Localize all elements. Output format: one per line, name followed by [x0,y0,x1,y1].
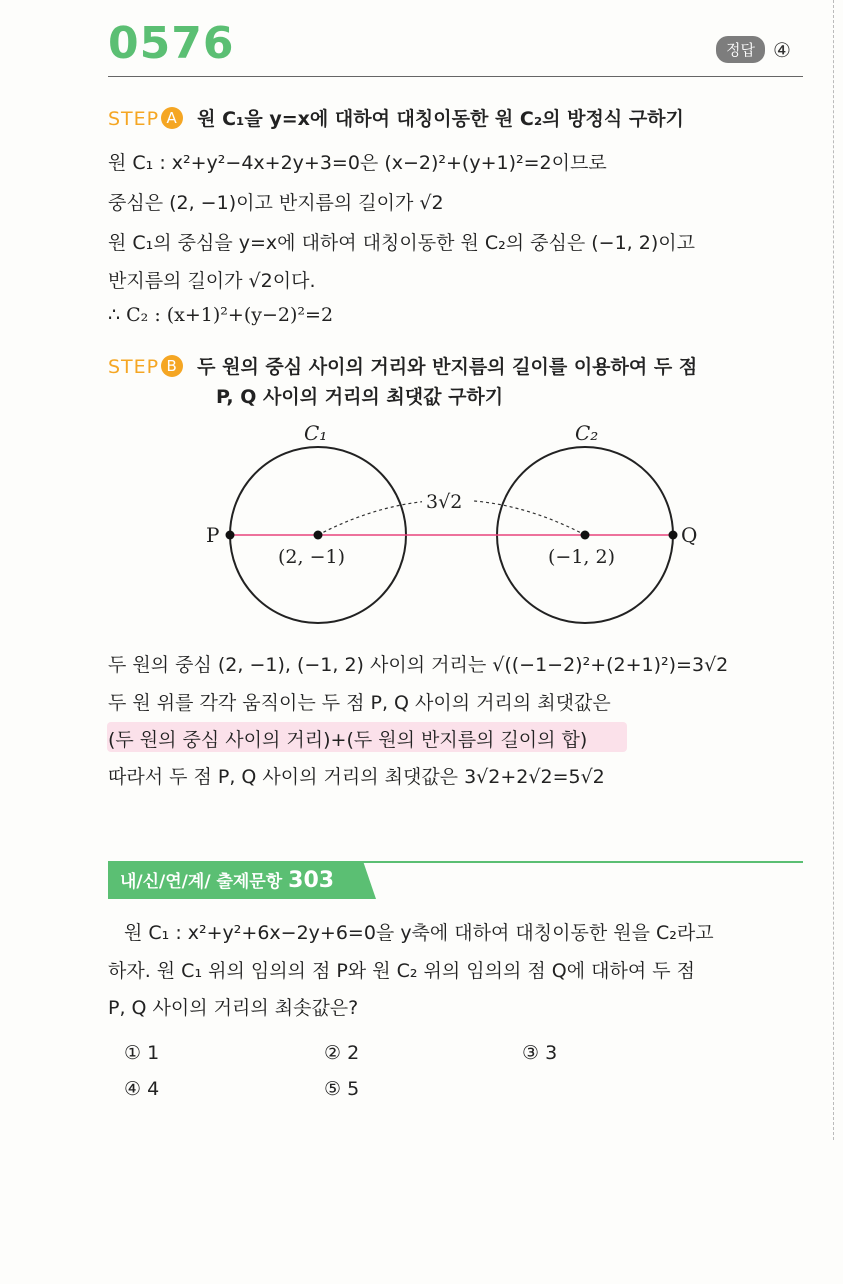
step-a-heading [108,104,684,131]
step-b-line-4: 따라서 두 점 P, Q 사이의 거리의 최댓값은 3√2+2√2=5√2 [108,766,605,788]
circle1-label: C₁ [304,421,328,445]
question-line-3: P, Q 사이의 거리의 최솟값은? [108,997,359,1019]
question-line-1: 원 C₁ : x²+y²+6x−2y+6=0을 y축에 대하여 대칭이동한 원을 C₂라고 [124,922,714,944]
center1-label: (2, −1) [278,546,346,568]
point-p-dot [226,531,235,540]
step-b-title-1: 두 원의 중심 사이의 거리와 반지름의 길이를 이용하여 두 점 [197,356,698,378]
step-b-title-2: P, Q 사이의 거리의 최댓값 구하기 [216,386,504,408]
step-b-tag: STEP B [108,356,183,378]
step-b-letter: B [161,355,183,377]
point-p-label: P [206,523,220,547]
two-circles-figure [200,420,720,630]
step-a-line-3: 원 C₁의 중심을 y=x에 대하여 대칭이동한 원 C₂의 중심은 (−1, 2)이고 [108,232,695,254]
center2-label: (−1, 2) [548,546,616,568]
circle2-label: C₂ [575,421,599,445]
point-q-label: Q [681,523,698,547]
center2-dot [581,531,590,540]
choice-4[interactable]: ④ 4 [124,1078,160,1100]
page-edge-dashed-line [833,0,834,1140]
step-b-line-2: 두 원 위를 각각 움직이는 두 점 P, Q 사이의 거리의 최댓값은 [108,692,611,714]
choice-5[interactable]: ⑤ 5 [324,1078,360,1100]
linked-problem-number: 303 [288,868,335,893]
choice-3[interactable]: ③ 3 [522,1042,558,1064]
distance-label: 3√2 [426,491,463,513]
answer-group [716,36,791,63]
step-a-title: 원 C₁을 y=x에 대하여 대칭이동한 원 C₂의 방정식 구하기 [197,108,684,130]
step-b-heading [108,352,697,379]
answer-badge: 정답 [716,36,765,63]
point-q-dot [669,531,678,540]
step-b-line-3: (두 원의 중심 사이의 거리)+(두 원의 반지름의 길이의 합) [108,729,588,751]
choice-2[interactable]: ② 2 [324,1042,360,1064]
step-a-line-4: 반지름의 길이가 √2이다. [108,270,316,292]
choice-1[interactable]: ① 1 [124,1042,160,1064]
linked-problem-title: 내/신/연/계/ 출제문항 303 [120,868,335,893]
step-a-line-5: ∴ C₂ : (x+1)²+(y−2)²=2 [108,304,334,326]
step-a-tag: STEP A [108,108,183,130]
center1-dot [314,531,323,540]
question-line-2: 하자. 원 C₁ 위의 임의의 점 P와 원 C₂ 위의 임의의 점 Q에 대하여 두 점 [108,960,695,982]
answer-value: ④ [772,37,791,62]
step-a-line-1: 원 C₁ : x²+y²−4x+2y+3=0은 (x−2)²+(y+1)²=2이므로 [108,152,607,174]
header-divider [108,76,803,77]
step-b-line-1: 두 원의 중심 (2, −1), (−1, 2) 사이의 거리는 √((−1−2)²+(2+1)²)=3√2 [108,654,729,676]
linked-problem-header [108,861,803,901]
step-a-line-2: 중심은 (2, −1)이고 반지름의 길이가 √2 [108,192,444,214]
problem-number: 0576 [108,18,235,69]
step-a-letter: A [161,107,183,129]
